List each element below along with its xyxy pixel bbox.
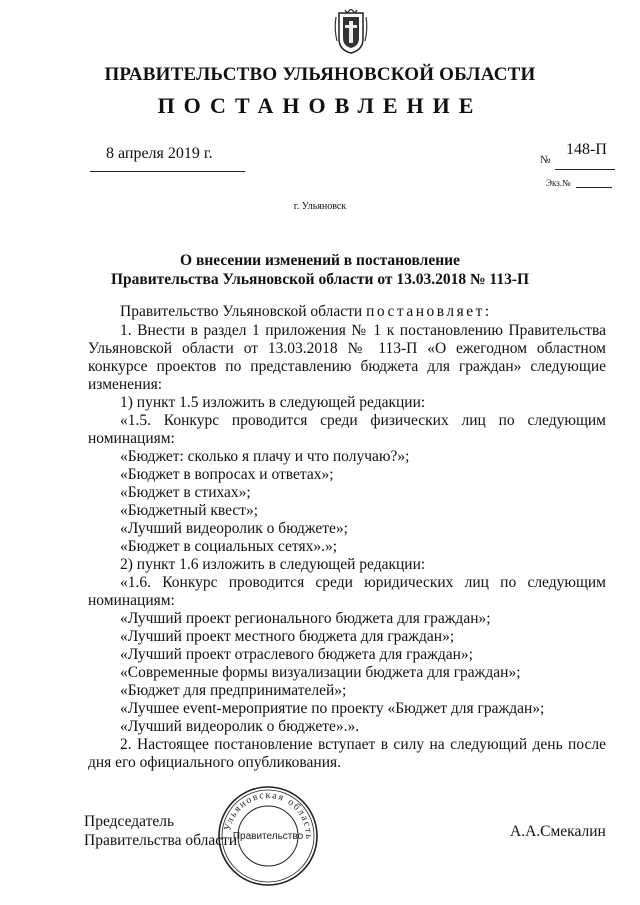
intro-verb: постановляет: — [366, 303, 492, 320]
document-type: ПОСТАНОВЛЕНИЕ — [157, 93, 483, 118]
clause-1-5-line: номинациям: — [88, 430, 175, 447]
subitem-2: 2) пункт 1.6 изложить в следующей редакции: — [120, 556, 426, 573]
paragraph-2-line: 2. Настоящее постановление вступает в силу на следующий день после — [120, 736, 606, 753]
intro-line — [120, 303, 600, 322]
clause-1-6-line: «1.6. Конкурс проводится среди юридических лиц по следующим — [120, 574, 606, 591]
seal-ring-text: Ульяновская область — [222, 789, 315, 841]
signatory-title-line-1: Председатель — [84, 813, 175, 830]
signatory-title — [84, 812, 237, 850]
signatory-title-line-2: Правительства области — [84, 832, 238, 849]
nomination-item: «Лучший видеоролик о бюджете»; — [120, 520, 348, 537]
clause-1-6-line: номинациям: — [88, 592, 175, 609]
seal-center-text: Правительство — [232, 831, 304, 842]
intro-text: Правительство Ульяновской области — [120, 303, 367, 320]
number-sign: № — [540, 154, 551, 166]
subject-line-1: О внесении изменений в постановление — [180, 252, 460, 269]
subitem-1: 1) пункт 1.5 изложить в следующей редакции: — [120, 394, 426, 411]
nomination-item: «Бюджет в вопросах и ответах»; — [120, 466, 334, 483]
nomination-item: «Лучшее event-мероприятие по проекту «Бюджет для граждан»; — [120, 700, 545, 717]
nomination-item: «Лучший проект местного бюджета для граждан»; — [120, 628, 455, 645]
copy-number-label: Экз.№ — [546, 178, 571, 188]
paragraph-1-line: Ульяновской области от 13.03.2018 № 113-П «О ежегодном областном — [88, 340, 606, 357]
nomination-item: «Бюджет для предпринимателей»; — [120, 682, 347, 699]
nomination-item: «Лучший проект регионального бюджета для граждан»; — [120, 610, 491, 627]
coat-of-arms-icon — [333, 9, 369, 55]
clause-1-5-line: «1.5. Конкурс проводится среди физических лиц по следующим — [120, 412, 606, 429]
document-date: 8 апреля 2019 г. — [106, 145, 213, 162]
nomination-item: «Лучший видеоролик о бюджете».». — [120, 718, 360, 735]
copy-number-underline — [576, 187, 612, 188]
nomination-item: «Лучший проект отраслевого бюджета для граждан»; — [120, 646, 473, 663]
paragraph-1-line: изменения: — [88, 376, 163, 393]
government-name: ПРАВИТЕЛЬСТВО УЛЬЯНОВСКОЙ ОБЛАСТИ — [104, 64, 536, 85]
paragraph-1-line: конкурсе проектов по представлению бюджета для граждан» следующие — [88, 358, 606, 375]
date-underline — [90, 171, 245, 172]
nomination-item: «Бюджет в стихах»; — [120, 484, 251, 501]
nomination-item: «Бюджетный квест»; — [120, 502, 259, 519]
nomination-item: «Бюджет в социальных сетях».»; — [120, 538, 338, 555]
paragraph-2-line: дня его официального опубликования. — [88, 754, 342, 771]
number-underline — [555, 169, 615, 170]
document-number: 148-П — [566, 141, 607, 158]
subject-line-2: Правительства Ульяновской области от 13.03.2018 № 113-П — [110, 271, 530, 288]
city: г. Ульяновск — [293, 201, 347, 212]
paragraph-1-line: 1. Внести в раздел 1 приложения № 1 к постановлению Правительства — [120, 322, 606, 339]
document-subject — [0, 251, 640, 289]
nomination-item: «Бюджет: сколько я плачу и что получаю?»; — [120, 448, 410, 465]
signatory-name: А.А.Смекалин — [510, 823, 606, 840]
nomination-item: «Современные формы визуализации бюджета для граждан»; — [120, 664, 521, 681]
